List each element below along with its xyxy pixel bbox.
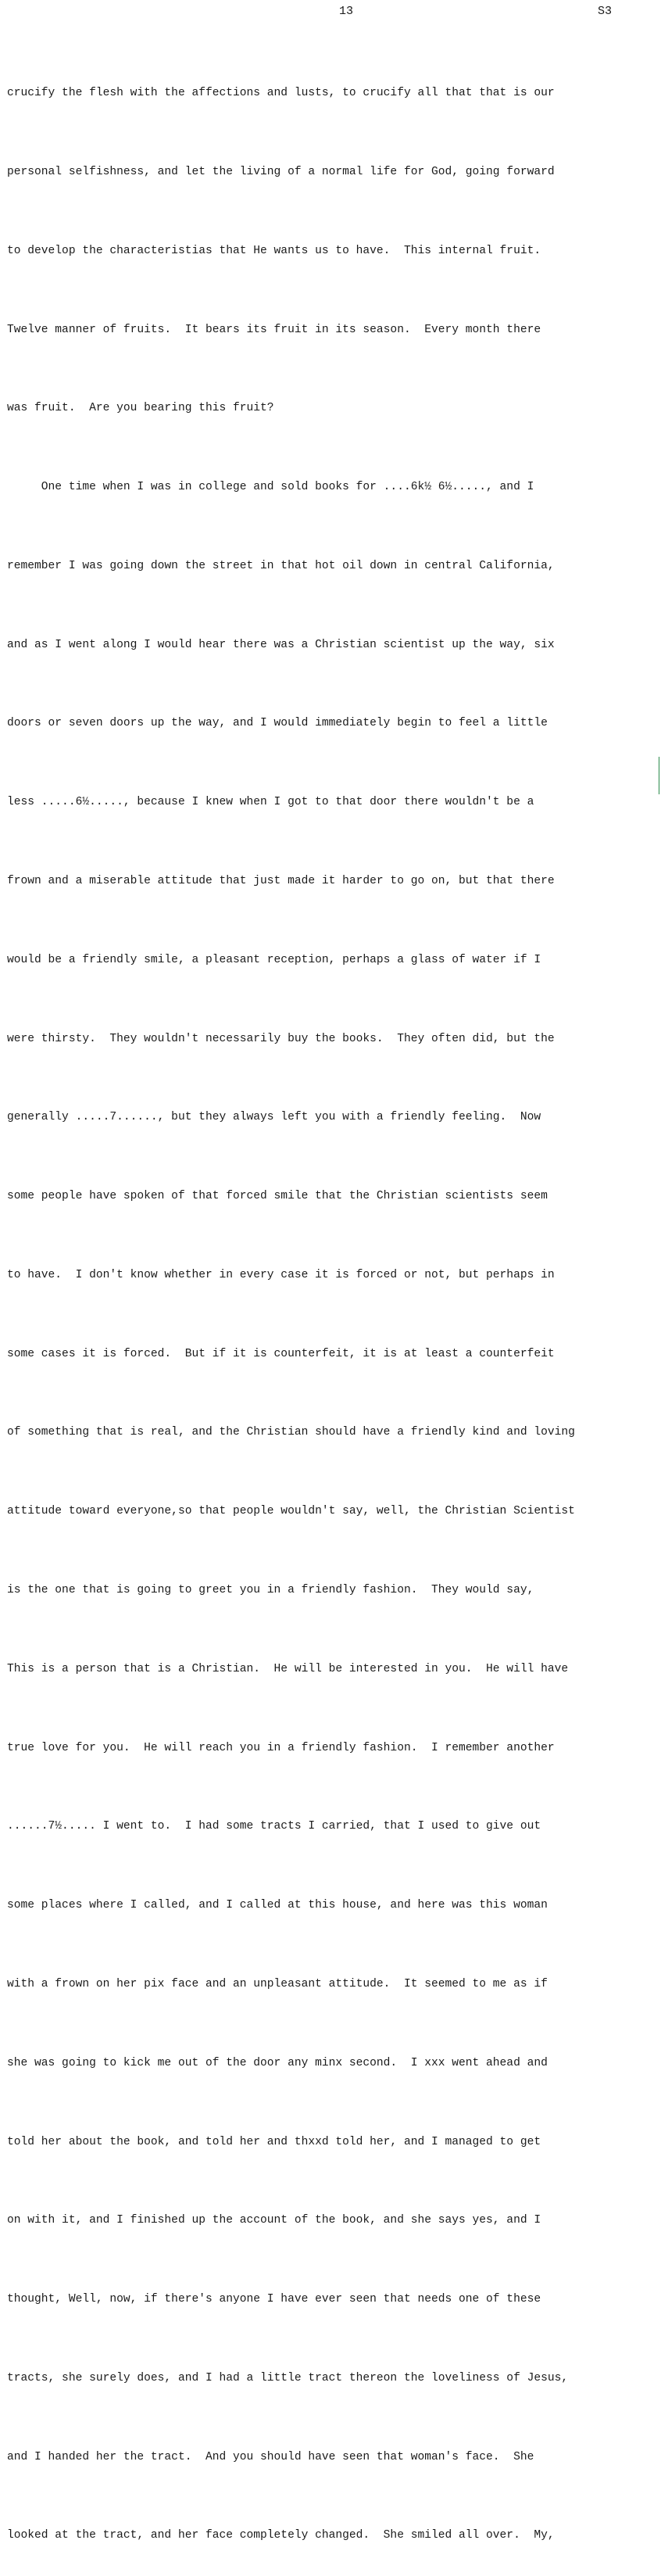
text-line: less .....6½....., because I knew when I got to that door there wouldn't be a (7, 796, 534, 809)
text-line: and I handed her the tract. And you should have seen that woman's face. She (7, 2450, 534, 2463)
text-line: tracts, she surely does, and I had a little tract thereon the loveliness of Jesus, (7, 2371, 569, 2384)
text-line: This is a person that is a Christian. He will be interested in you. He will have (7, 1662, 569, 1675)
text-line: personal selfishness, and let the living of a normal life for God, going forward (7, 165, 555, 178)
text-line: to develop the characteristias that He wants us to have. This internal fruit. (7, 244, 541, 257)
text-line: is the one that is going to greet you in a friendly fashion. They would say, (7, 1584, 534, 1597)
text-line: remember I was going down the street in that hot oil down in central California, (7, 559, 555, 572)
text-line: doors or seven doors up the way, and I would immediately begin to feel a little (7, 717, 548, 730)
page-header (0, 3, 661, 22)
text-line: on with it, and I finished up the account of the book, and she says yes, and I (7, 2214, 541, 2227)
text-line: with a frown on her pix face and an unpleasant attitude. It seemed to me as if (7, 1977, 548, 1990)
text-line: generally .....7......, but they always left you with a friendly feeling. Now (7, 1111, 541, 1124)
text-line: was fruit. Are you bearing this fruit? (7, 402, 274, 415)
text-line: attitude toward everyone,so that people wouldn't say, well, the Christian Scientist (7, 1505, 575, 1518)
text-line: looked at the tract, and her face completely changed. She smiled all over. My, (7, 2529, 555, 2542)
text-line: thought, Well, now, if there's anyone I have ever seen that needs one of these (7, 2293, 541, 2306)
text-line: would be a friendly smile, a pleasant reception, perhaps a glass of water if I (7, 953, 541, 966)
text-line: ......7½..... I went to. I had some tracts I carried, that I used to give out (7, 1820, 541, 1833)
text-line: told her about the book, and told her and thxxd told her, and I managed to get (7, 2135, 541, 2148)
text-line: true love for you. He will reach you in a friendly fashion. I remember another (7, 1741, 555, 1754)
text-line: some places where I called, and I called at this house, and here was this woman (7, 1899, 548, 1912)
text-line: One time when I was in college and sold books for ....6k½ 6½....., and I (7, 481, 534, 494)
text-line: some cases it is forced. But if it is counterfeit, it is at least a counterfeit (7, 1347, 555, 1360)
text-line: to have. I don't know whether in every case it is forced or not, but perhaps in (7, 1268, 555, 1281)
page-code: S3 (598, 5, 613, 18)
text-line: were thirsty. They wouldn't necessarily buy the books. They often did, but the (7, 1032, 555, 1045)
text-line: frown and a miserable attitude that just made it harder to go on, but that there (7, 875, 555, 887)
text-line: crucify the flesh with the affections and lusts, to crucify all that that is our (7, 87, 555, 100)
document-body (7, 28, 660, 2576)
text-line: Twelve manner of fruits. It bears its fruit in its season. Every month there (7, 323, 541, 336)
text-line: she was going to kick me out of the door any minx second. I xxx went ahead and (7, 2056, 548, 2069)
text-line: some people have spoken of that forced smile that the Christian scientists seem (7, 1190, 548, 1203)
text-line: and as I went along I would hear there was a Christian scientist up the way, six (7, 638, 555, 651)
page-number: 13 (339, 5, 354, 18)
text-line: of something that is real, and the Christian should have a friendly kind and loving (7, 1426, 575, 1439)
